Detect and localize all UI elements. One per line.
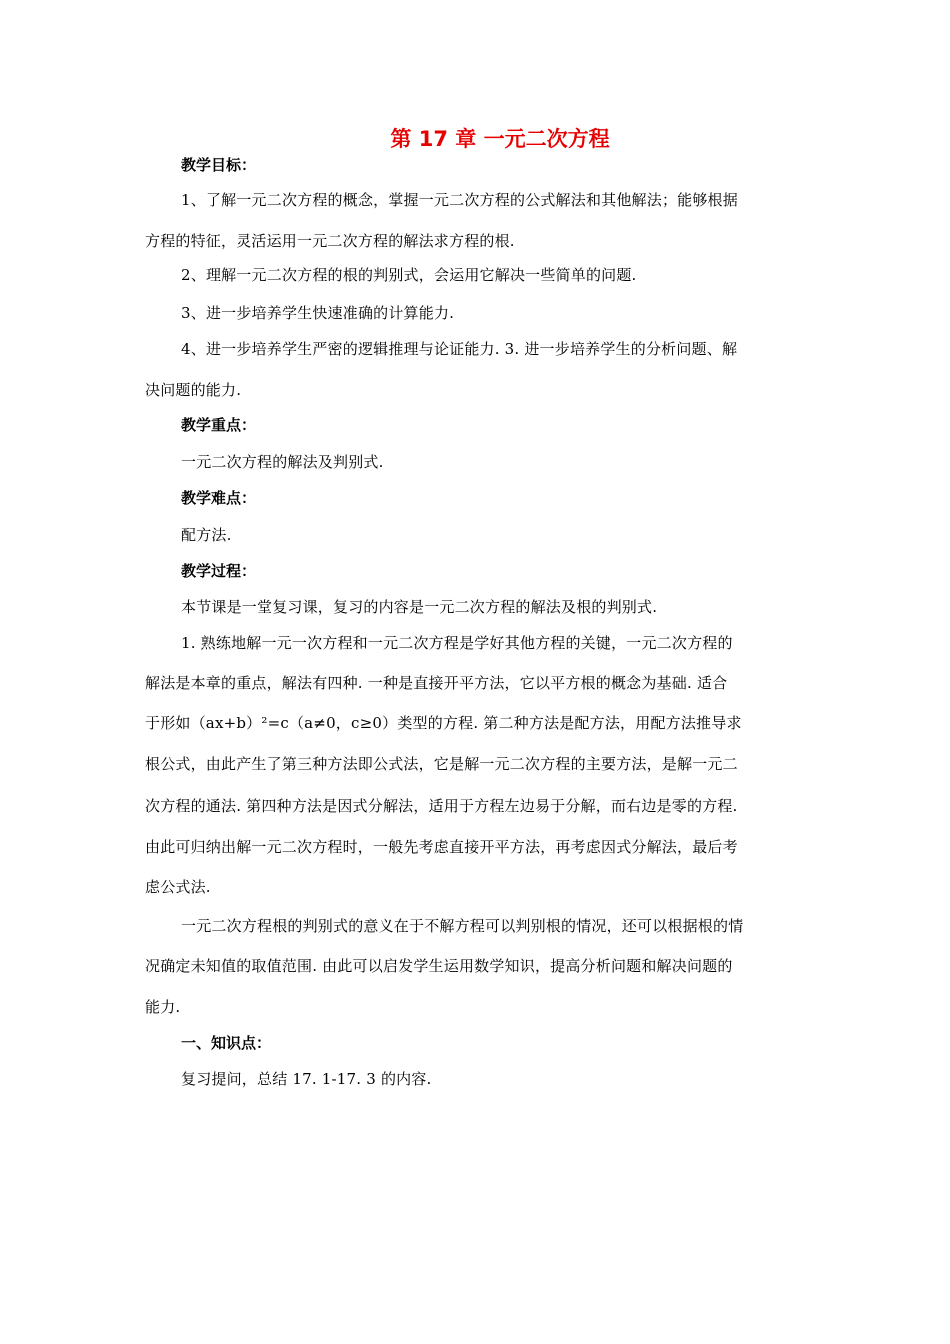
key-heading: 教学重点： xyxy=(181,416,257,434)
knowledge-heading: 一、知识点： xyxy=(181,1034,272,1052)
goal-line: 4、进一步培养学生严密的逻辑推理与论证能力. 3. 进一步培养学生的分析问题、解 xyxy=(181,340,738,358)
process-line: 于形如（ax+b）²=c（a≠0，c≥0）类型的方程. 第二种方法是配方法，用配方法推导求 xyxy=(145,714,742,732)
knowledge-text: 复习提问，总结 17. 1-17. 3 的内容. xyxy=(181,1070,432,1088)
key-text: 一元二次方程的解法及判别式. xyxy=(181,453,384,471)
difficulty-heading: 教学难点： xyxy=(181,489,257,507)
goal-line: 1、了解一元二次方程的概念，掌握一元二次方程的公式解法和其他解法；能够根据 xyxy=(181,191,738,209)
goal-line: 方程的特征，灵活运用一元二次方程的解法求方程的根. xyxy=(145,232,515,250)
goals-heading: 教学目标： xyxy=(181,156,257,174)
goal-line: 2、理解一元二次方程的根的判别式，会运用它解决一些简单的问题. xyxy=(181,266,637,284)
difficulty-text: 配方法. xyxy=(181,526,232,544)
process-line: 一元二次方程根的判别式的意义在于不解方程可以判别根的情况，还可以根据根的情 xyxy=(181,917,744,935)
process-heading: 教学过程： xyxy=(181,562,257,580)
process-line: 由此可归纳出解一元二次方程时，一般先考虑直接开平方法，再考虑因式分解法，最后考 xyxy=(145,838,738,856)
process-line: 况确定未知值的取值范围. 由此可以启发学生运用数学知识，提高分析问题和解决问题的 xyxy=(145,957,733,975)
process-line: 根公式，由此产生了第三种方法即公式法，它是解一元二次方程的主要方法，是解一元二 xyxy=(145,755,738,773)
process-line: 解法是本章的重点，解法有四种. 一种是直接开平方法，它以平方根的概念为基础. 适合 xyxy=(145,674,728,692)
process-line: 本节课是一堂复习课，复习的内容是一元二次方程的解法及根的判别式. xyxy=(181,598,658,616)
goal-line: 决问题的能力. xyxy=(145,381,242,399)
process-line: 虑公式法. xyxy=(145,878,211,896)
goal-line: 3、进一步培养学生快速准确的计算能力. xyxy=(181,304,455,322)
process-line: 1. 熟练地解一元一次方程和一元二次方程是学好其他方程的关键，一元二次方程的 xyxy=(181,634,733,652)
process-line: 能力. xyxy=(145,998,181,1016)
chapter-title: 第 17 章 一元二次方程 xyxy=(390,127,610,151)
process-line: 次方程的通法. 第四种方法是因式分解法，适用于方程左边易于分解，而右边是零的方程. xyxy=(145,797,738,815)
